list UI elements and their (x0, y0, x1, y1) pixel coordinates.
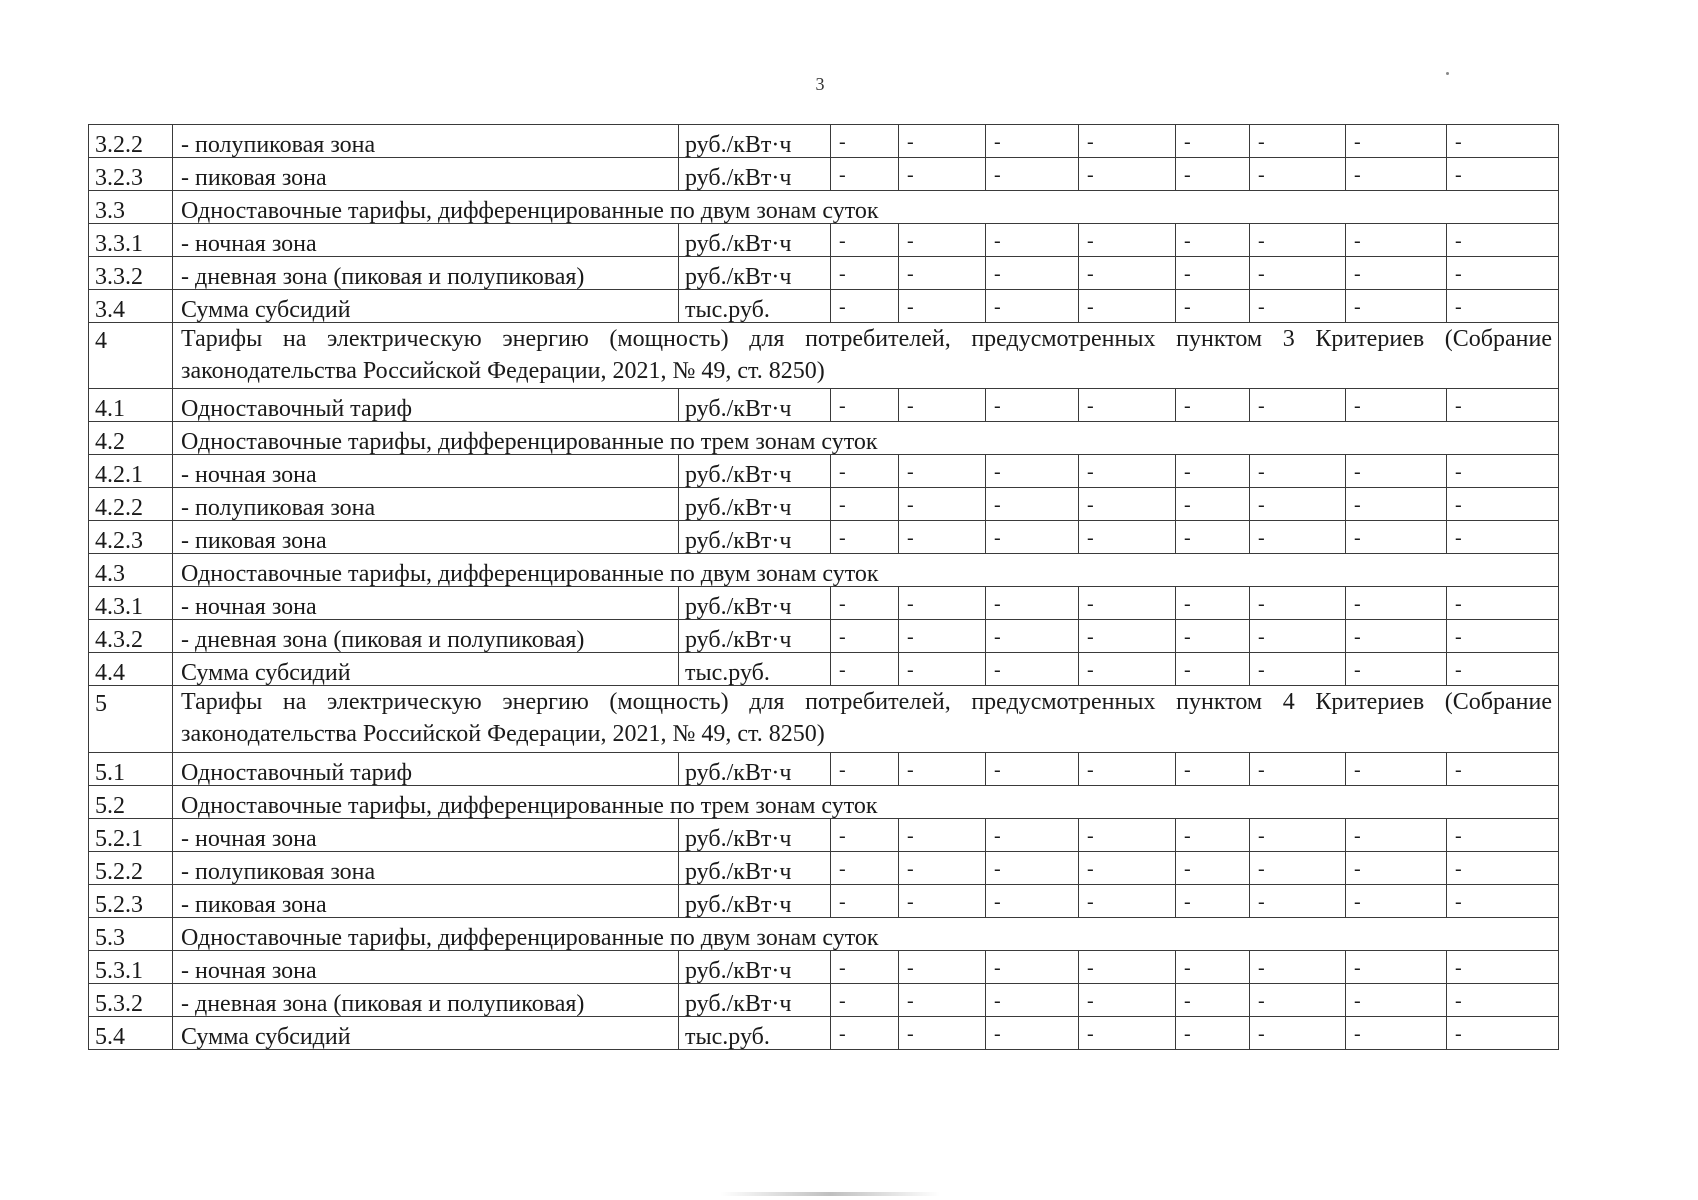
group-title: Одноставочные тарифы, дифференцированные по двум зонам суток (173, 917, 1559, 950)
value-cell: - (1346, 950, 1447, 983)
value-cell: - (1250, 290, 1346, 323)
value-cell: - (899, 983, 986, 1016)
value-cell: - (831, 620, 899, 653)
row-number: 4.1 (89, 389, 173, 422)
row-label: Сумма субсидий (173, 653, 679, 686)
table-row (89, 818, 1559, 851)
value-cell: - (986, 884, 1079, 917)
row-label: - пиковая зона (173, 158, 679, 191)
value-cell: - (831, 884, 899, 917)
value-cell: - (899, 950, 986, 983)
row-number: 4.4 (89, 653, 173, 686)
value-cell: - (831, 455, 899, 488)
value-cell: - (1346, 224, 1447, 257)
value-cell: - (1346, 884, 1447, 917)
row-label: Одноставочный тариф (173, 752, 679, 785)
value-cell: - (899, 620, 986, 653)
page-number: 3 (815, 74, 825, 94)
value-cell: - (1346, 257, 1447, 290)
value-cell: - (831, 1016, 899, 1049)
value-cell: - (1447, 752, 1559, 785)
value-cell: - (1079, 587, 1176, 620)
value-cell: - (1250, 884, 1346, 917)
value-cell: - (1176, 884, 1250, 917)
value-cell: - (831, 653, 899, 686)
value-cell: - (1176, 257, 1250, 290)
group-title: Одноставочные тарифы, дифференцированные по двум зонам суток (173, 554, 1559, 587)
value-cell: - (831, 851, 899, 884)
table-row (89, 851, 1559, 884)
value-cell: - (831, 125, 899, 158)
value-cell: - (1346, 587, 1447, 620)
value-cell: - (1079, 158, 1176, 191)
row-unit: руб./кВт·ч (679, 125, 831, 158)
value-cell: - (1250, 818, 1346, 851)
value-cell: - (1346, 818, 1447, 851)
value-cell: - (1079, 983, 1176, 1016)
value-cell: - (899, 818, 986, 851)
table-row (89, 587, 1559, 620)
value-cell: - (1079, 653, 1176, 686)
value-cell: - (831, 224, 899, 257)
row-number: 5.2.2 (89, 851, 173, 884)
value-cell: - (831, 587, 899, 620)
row-number: 4 (89, 323, 173, 389)
row-unit: руб./кВт·ч (679, 257, 831, 290)
value-cell: - (1176, 620, 1250, 653)
row-number: 4.2.2 (89, 488, 173, 521)
value-cell: - (1079, 389, 1176, 422)
value-cell: - (986, 125, 1079, 158)
value-cell: - (1250, 983, 1346, 1016)
value-cell: - (899, 455, 986, 488)
value-cell: - (1346, 620, 1447, 653)
row-label: - ночная зона (173, 455, 679, 488)
value-cell: - (1346, 488, 1447, 521)
row-label: Сумма субсидий (173, 1016, 679, 1049)
value-cell: - (1346, 158, 1447, 191)
row-label: - полупиковая зона (173, 851, 679, 884)
table-row (89, 257, 1559, 290)
value-cell: - (1447, 455, 1559, 488)
value-cell: - (1447, 521, 1559, 554)
row-number: 3.2.3 (89, 158, 173, 191)
value-cell: - (1079, 1016, 1176, 1049)
value-cell: - (1346, 1016, 1447, 1049)
value-cell: - (1079, 521, 1176, 554)
section-row (89, 686, 1559, 752)
value-cell: - (1176, 125, 1250, 158)
value-cell: - (1079, 455, 1176, 488)
row-number: 3.4 (89, 290, 173, 323)
row-unit: руб./кВт·ч (679, 983, 831, 1016)
row-unit: руб./кВт·ч (679, 521, 831, 554)
row-label: - дневная зона (пиковая и полупиковая) (173, 620, 679, 653)
row-unit: руб./кВт·ч (679, 389, 831, 422)
row-number: 5.3.2 (89, 983, 173, 1016)
value-cell: - (1346, 983, 1447, 1016)
value-cell: - (1250, 125, 1346, 158)
value-cell: - (1176, 1016, 1250, 1049)
value-cell: - (1176, 521, 1250, 554)
row-label: - дневная зона (пиковая и полупиковая) (173, 257, 679, 290)
row-unit: руб./кВт·ч (679, 752, 831, 785)
value-cell: - (1447, 620, 1559, 653)
value-cell: - (899, 290, 986, 323)
value-cell: - (1250, 389, 1346, 422)
value-cell: - (986, 488, 1079, 521)
row-number: 5.1 (89, 752, 173, 785)
value-cell: - (831, 983, 899, 1016)
value-cell: - (1176, 983, 1250, 1016)
value-cell: - (1250, 950, 1346, 983)
section-title: Тарифы на электрическую энергию (мощность) для потребителей, предусмотренных пунктом 4 Критериев (Собрание законодательства Российской Федерации, 2021, № 49, ст. 8250) (173, 686, 1559, 752)
row-unit: тыс.руб. (679, 1016, 831, 1049)
value-cell: - (1447, 884, 1559, 917)
group-title: Одноставочные тарифы, дифференцированные по трем зонам суток (173, 422, 1559, 455)
value-cell: - (986, 818, 1079, 851)
value-cell: - (1346, 851, 1447, 884)
value-cell: - (986, 290, 1079, 323)
value-cell: - (899, 1016, 986, 1049)
table-row (89, 950, 1559, 983)
group-header-row (89, 917, 1559, 950)
value-cell: - (1346, 389, 1447, 422)
value-cell: - (899, 224, 986, 257)
value-cell: - (1176, 851, 1250, 884)
value-cell: - (986, 521, 1079, 554)
value-cell: - (986, 653, 1079, 686)
row-number: 5.2.1 (89, 818, 173, 851)
value-cell: - (986, 257, 1079, 290)
row-label: Одноставочный тариф (173, 389, 679, 422)
value-cell: - (1250, 587, 1346, 620)
value-cell: - (899, 653, 986, 686)
value-cell: - (899, 884, 986, 917)
table-row (89, 521, 1559, 554)
value-cell: - (1447, 983, 1559, 1016)
value-cell: - (986, 752, 1079, 785)
value-cell: - (899, 587, 986, 620)
row-number: 5.4 (89, 1016, 173, 1049)
value-cell: - (831, 290, 899, 323)
row-label: Сумма субсидий (173, 290, 679, 323)
value-cell: - (1346, 521, 1447, 554)
row-number: 4.2.1 (89, 455, 173, 488)
row-unit: руб./кВт·ч (679, 158, 831, 191)
table-row (89, 983, 1559, 1016)
row-number: 4.3.2 (89, 620, 173, 653)
value-cell: - (1346, 455, 1447, 488)
value-cell: - (899, 521, 986, 554)
row-unit: руб./кВт·ч (679, 488, 831, 521)
group-title: Одноставочные тарифы, дифференцированные по трем зонам суток (173, 785, 1559, 818)
value-cell: - (1079, 884, 1176, 917)
value-cell: - (1447, 488, 1559, 521)
row-number: 5.3 (89, 917, 173, 950)
value-cell: - (1079, 818, 1176, 851)
value-cell: - (1079, 224, 1176, 257)
value-cell: - (1250, 653, 1346, 686)
value-cell: - (899, 158, 986, 191)
table-row (89, 389, 1559, 422)
value-cell: - (899, 125, 986, 158)
value-cell: - (1250, 224, 1346, 257)
row-label: - полупиковая зона (173, 488, 679, 521)
value-cell: - (986, 950, 1079, 983)
value-cell: - (1079, 488, 1176, 521)
value-cell: - (1250, 1016, 1346, 1049)
value-cell: - (1079, 950, 1176, 983)
row-label: - дневная зона (пиковая и полупиковая) (173, 983, 679, 1016)
group-header-row (89, 422, 1559, 455)
value-cell: - (1176, 290, 1250, 323)
value-cell: - (986, 158, 1079, 191)
table-row (89, 125, 1559, 158)
row-unit: руб./кВт·ч (679, 851, 831, 884)
value-cell: - (1447, 158, 1559, 191)
value-cell: - (1346, 290, 1447, 323)
value-cell: - (831, 950, 899, 983)
table-row (89, 455, 1559, 488)
value-cell: - (1447, 587, 1559, 620)
value-cell: - (1250, 620, 1346, 653)
row-number: 3.3.1 (89, 224, 173, 257)
row-label: - ночная зона (173, 224, 679, 257)
value-cell: - (1447, 1016, 1559, 1049)
value-cell: - (1079, 620, 1176, 653)
value-cell: - (986, 389, 1079, 422)
value-cell: - (1447, 389, 1559, 422)
row-unit: руб./кВт·ч (679, 455, 831, 488)
value-cell: - (831, 389, 899, 422)
value-cell: - (831, 752, 899, 785)
value-cell: - (1447, 290, 1559, 323)
table-row (89, 488, 1559, 521)
table-row (89, 884, 1559, 917)
table-row (89, 752, 1559, 785)
row-number: 5.2 (89, 785, 173, 818)
value-cell: - (1079, 851, 1176, 884)
value-cell: - (899, 488, 986, 521)
value-cell: - (1250, 851, 1346, 884)
row-label: - пиковая зона (173, 884, 679, 917)
section-row (89, 323, 1559, 389)
value-cell: - (1176, 389, 1250, 422)
value-cell: - (1176, 653, 1250, 686)
value-cell: - (1176, 950, 1250, 983)
row-number: 5 (89, 686, 173, 752)
row-number: 4.2.3 (89, 521, 173, 554)
row-label: - ночная зона (173, 587, 679, 620)
value-cell: - (1250, 752, 1346, 785)
value-cell: - (1176, 488, 1250, 521)
value-cell: - (831, 818, 899, 851)
tariff-table (88, 124, 1559, 1050)
row-unit: тыс.руб. (679, 653, 831, 686)
group-title: Одноставочные тарифы, дифференцированные по двум зонам суток (173, 191, 1559, 224)
value-cell: - (986, 224, 1079, 257)
value-cell: - (1447, 224, 1559, 257)
row-unit: руб./кВт·ч (679, 818, 831, 851)
row-number: 4.3.1 (89, 587, 173, 620)
value-cell: - (986, 620, 1079, 653)
value-cell: - (1250, 455, 1346, 488)
table-row (89, 1016, 1559, 1049)
value-cell: - (1346, 653, 1447, 686)
value-cell: - (899, 851, 986, 884)
value-cell: - (1079, 290, 1176, 323)
value-cell: - (1250, 158, 1346, 191)
value-cell: - (831, 488, 899, 521)
row-number: 3.2.2 (89, 125, 173, 158)
value-cell: - (831, 158, 899, 191)
value-cell: - (1079, 752, 1176, 785)
row-number: 3.3 (89, 191, 173, 224)
row-number: 3.3.2 (89, 257, 173, 290)
value-cell: - (1447, 851, 1559, 884)
value-cell: - (986, 587, 1079, 620)
section-title: Тарифы на электрическую энергию (мощность) для потребителей, предусмотренных пунктом 3 Критериев (Собрание законодательства Российской Федерации, 2021, № 49, ст. 8250) (173, 323, 1559, 389)
value-cell: - (1447, 653, 1559, 686)
table-body (89, 125, 1559, 1050)
value-cell: - (1250, 488, 1346, 521)
row-unit: руб./кВт·ч (679, 884, 831, 917)
value-cell: - (1447, 125, 1559, 158)
value-cell: - (1176, 818, 1250, 851)
row-number: 4.3 (89, 554, 173, 587)
value-cell: - (1346, 752, 1447, 785)
value-cell: - (831, 521, 899, 554)
value-cell: - (1176, 587, 1250, 620)
row-label: - ночная зона (173, 950, 679, 983)
value-cell: - (831, 257, 899, 290)
value-cell: - (1176, 158, 1250, 191)
group-header-row (89, 785, 1559, 818)
group-header-row (89, 191, 1559, 224)
table-row (89, 290, 1559, 323)
row-unit: руб./кВт·ч (679, 224, 831, 257)
value-cell: - (1079, 125, 1176, 158)
row-unit: руб./кВт·ч (679, 587, 831, 620)
value-cell: - (986, 983, 1079, 1016)
value-cell: - (1079, 257, 1176, 290)
value-cell: - (1176, 224, 1250, 257)
group-header-row (89, 554, 1559, 587)
value-cell: - (1447, 257, 1559, 290)
row-label: - ночная зона (173, 818, 679, 851)
row-label: - полупиковая зона (173, 125, 679, 158)
row-unit: тыс.руб. (679, 290, 831, 323)
table-row (89, 620, 1559, 653)
value-cell: - (899, 389, 986, 422)
row-number: 5.2.3 (89, 884, 173, 917)
value-cell: - (1250, 521, 1346, 554)
value-cell: - (1346, 125, 1447, 158)
table-row (89, 653, 1559, 686)
value-cell: - (1447, 818, 1559, 851)
row-unit: руб./кВт·ч (679, 950, 831, 983)
table-row (89, 224, 1559, 257)
value-cell: - (1447, 950, 1559, 983)
value-cell: - (986, 1016, 1079, 1049)
value-cell: - (1176, 455, 1250, 488)
value-cell: - (986, 455, 1079, 488)
value-cell: - (899, 257, 986, 290)
row-unit: руб./кВт·ч (679, 620, 831, 653)
value-cell: - (1176, 752, 1250, 785)
value-cell: - (986, 851, 1079, 884)
row-number: 5.3.1 (89, 950, 173, 983)
value-cell: - (899, 752, 986, 785)
table-row (89, 158, 1559, 191)
tariff-table-container (88, 124, 1558, 1050)
row-number: 4.2 (89, 422, 173, 455)
row-label: - пиковая зона (173, 521, 679, 554)
value-cell: - (1250, 257, 1346, 290)
scan-artifact (1446, 72, 1449, 75)
scan-artifact-footer (720, 1192, 940, 1196)
